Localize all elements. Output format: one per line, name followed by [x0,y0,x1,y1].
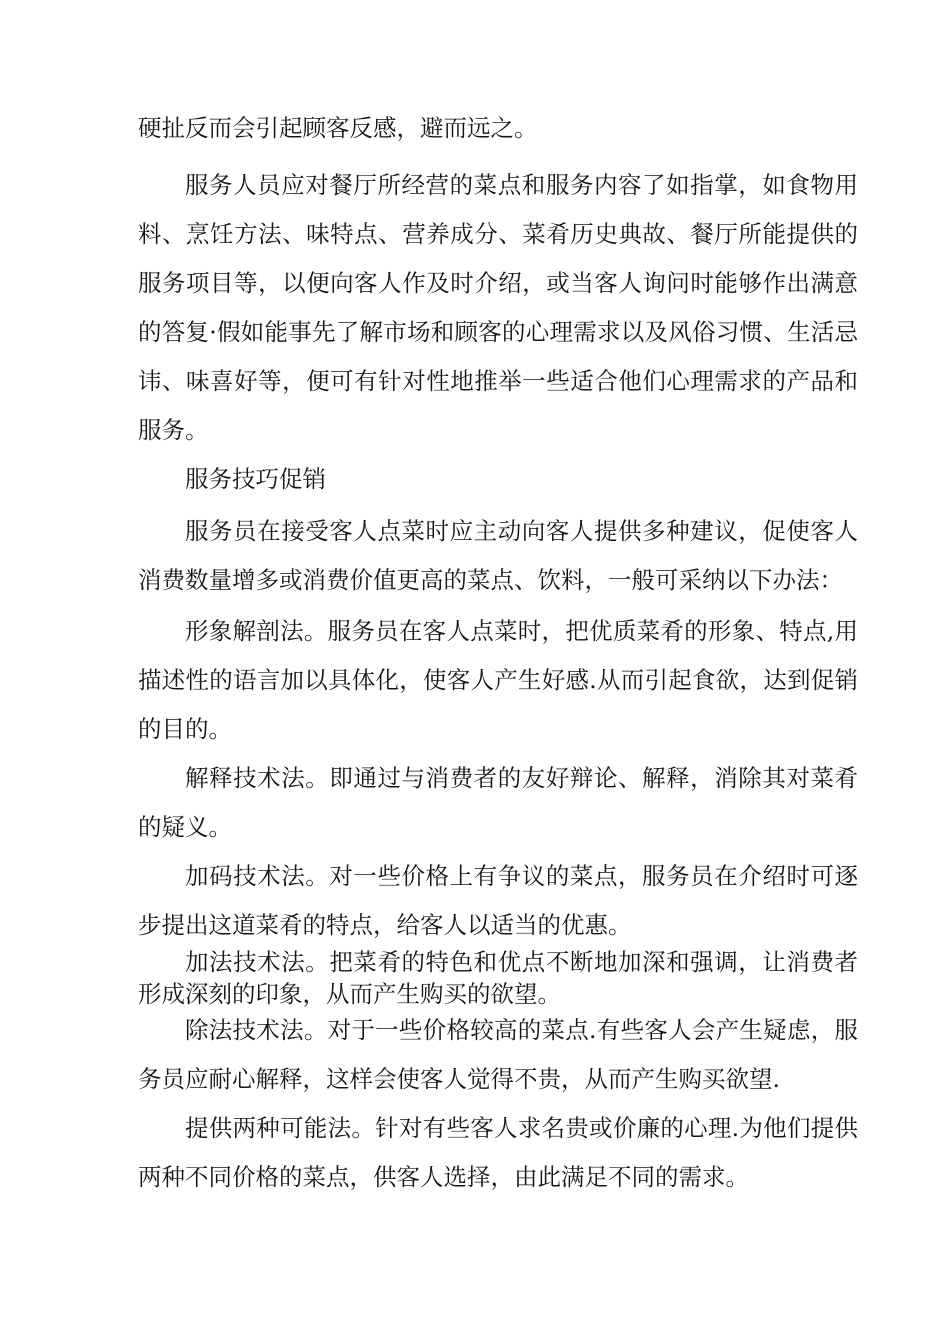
paragraph-addition-method: 加法技术法。把菜肴的特色和优点不断地加深和强调，让消费者形成深刻的印象，从而产生购买的欲望。 [138,948,858,1008]
paragraph-continuation: 硬扯反而会引起顾客反感，避而远之。 [138,114,538,142]
paragraph-division-method: 除法技术法。对于一些价格较高的菜点.有些客人会产生疑虑，服务员应耐心解释，这样会使客人觉得不贵，从而产生购买欲望. [138,1016,858,1093]
paragraph-two-options-method: 提供两种可能法。针对有些客人求名贵或价廉的心理.为他们提供两种不同价格的菜点，供客人选择，由此满足不同的需求。 [138,1114,858,1191]
paragraph-image-analysis-method: 形象解剖法。服务员在客人点菜时，把优质菜肴的形象、特点,用描述性的语言加以具体化，使客人产生好感.从而引起食欲，达到促销的目的。 [138,617,858,743]
paragraph-addition-code-method: 加码技术法。对一些价格上有争议的菜点，服务员在介绍时可逐步提出这道菜肴的特点，给客人以适当的优惠。 [138,862,858,939]
paragraph-product-knowledge: 服务人员应对餐厅所经营的菜点和服务内容了如指掌，如食物用料、烹饪方法、味特点、营养成分、菜肴历史典故、餐厅所能提供的服务项目等，以便向客人作及时介绍，或当客人询问时能够作出满意的答复·假如能事先了解市场和顾客的心理需求以及风俗习惯、生活忌讳、味喜好等，便可有针对性地推举一些适合他们心理需求的产品和服务。 [138,171,858,444]
paragraph-explanation-method: 解释技术法。即通过与消费者的友好辩论、解释，消除其对菜肴的疑义。 [138,764,858,841]
paragraph-service-intro: 服务员在接受客人点菜时应主动向客人提供多种建议，促使客人消费数量增多或消费价值更高的菜点、饮料，一般可采纳以下办法： [138,517,858,594]
section-heading-service-skills: 服务技巧促销 [185,465,326,493]
